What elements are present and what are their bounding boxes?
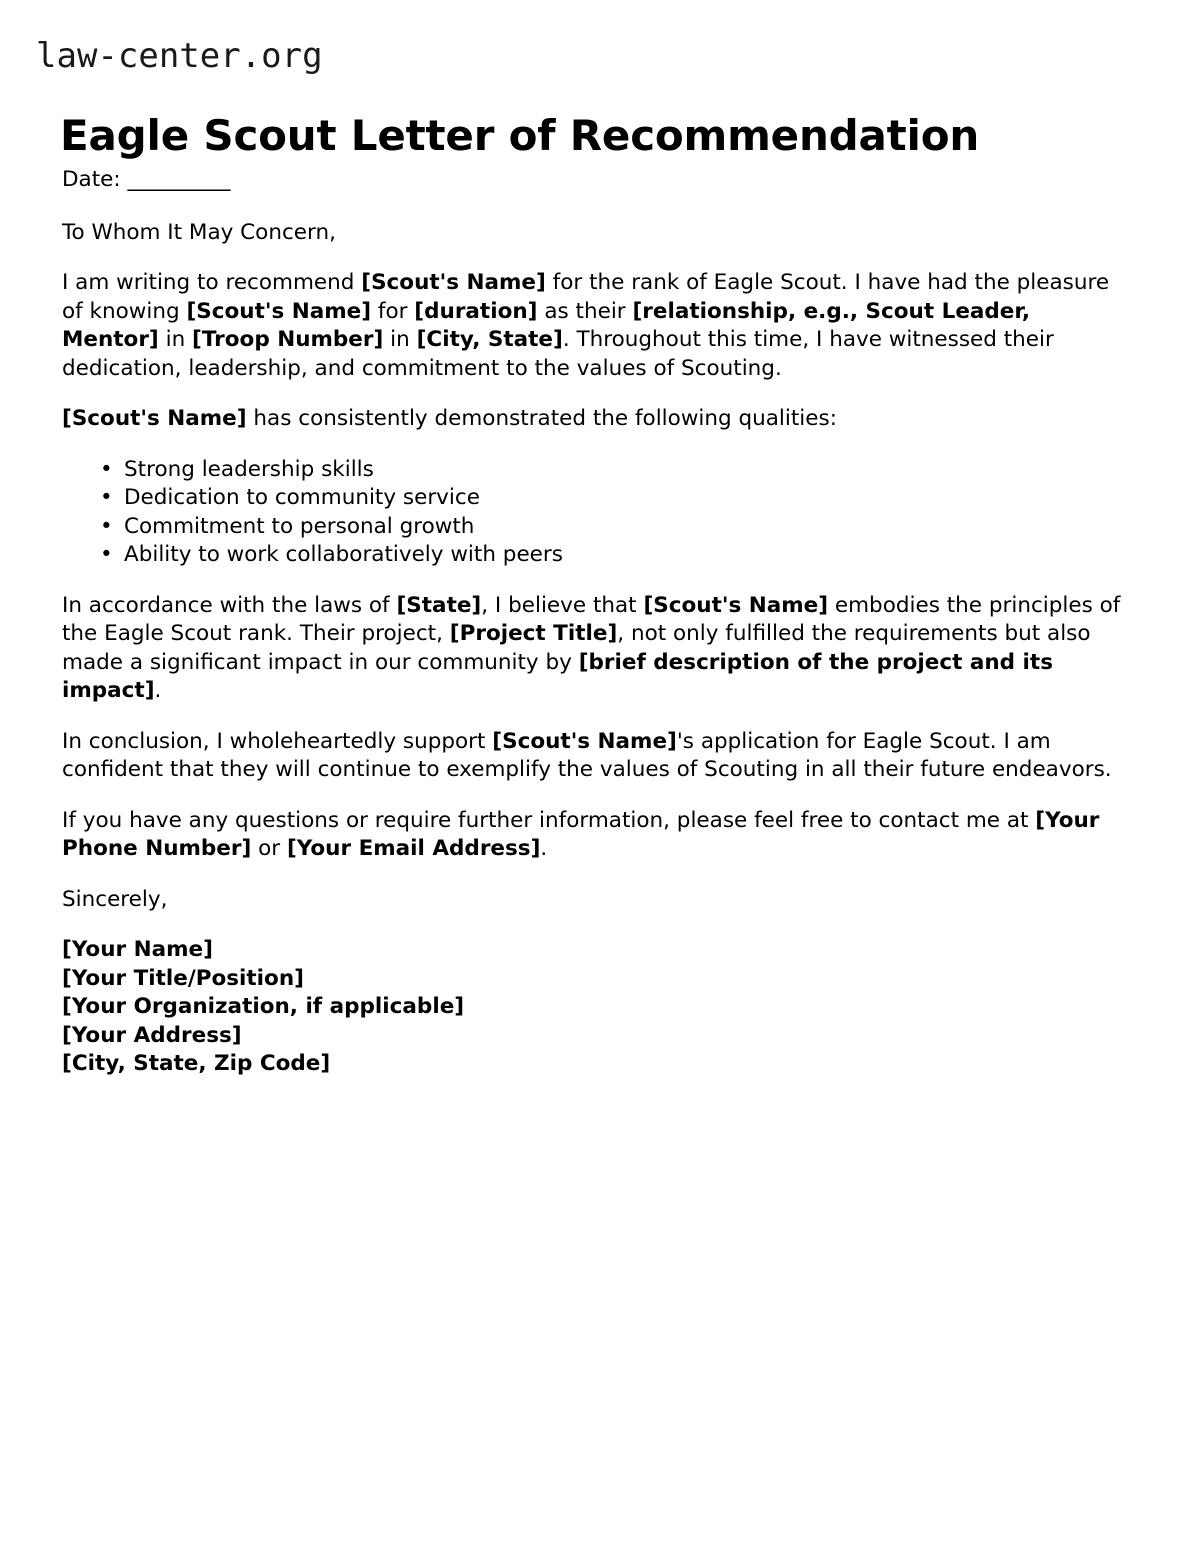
text-run: If you have any questions or require further information, please feel free to contact me at — [62, 807, 1036, 833]
bullet-icon: • — [100, 456, 113, 482]
text-run: or — [251, 836, 287, 861]
list-item-label: Dedication to community service — [124, 485, 480, 510]
list-item-label: Commitment to personal growth — [124, 513, 475, 539]
text-run: In conclusion, I wholeheartedly support — [62, 728, 493, 754]
placeholder-token: [Your Phone Number] — [62, 807, 1100, 861]
date-label: Date: — [62, 167, 121, 192]
signature-block — [62, 936, 1122, 1079]
text-run: . — [540, 836, 548, 861]
text-run: in — [158, 327, 193, 352]
signature-line: [Your Title/Position] — [62, 965, 304, 991]
placeholder-token: [Scout's Name] — [643, 592, 829, 618]
text-run: embodies the principles of the Eagle Scout rank. Their project, — [62, 592, 1121, 646]
date-field-line — [62, 166, 1122, 195]
signature-line: [Your Organization, if applicable] — [62, 994, 465, 1019]
list-item — [62, 484, 1122, 513]
text-run: I am writing to recommend — [62, 270, 362, 295]
letter-body — [62, 166, 1122, 1079]
list-item-label: Ability to work collaboratively with peers — [124, 542, 563, 567]
placeholder-token: [Troop Number] — [192, 327, 384, 352]
signature-line: [City, State, Zip Code] — [62, 1051, 331, 1076]
placeholder-token: [Your Email Address] — [286, 836, 541, 861]
paragraph-conclusion — [62, 728, 1122, 785]
text-run: in — [383, 327, 417, 352]
closing-salutation: Sincerely, — [62, 886, 168, 912]
salutation: To Whom It May Concern, — [62, 219, 336, 245]
paragraph-laws — [62, 592, 1122, 706]
placeholder-token: [Scout's Name] — [492, 728, 677, 754]
text-run: In accordance with the laws of — [62, 592, 397, 618]
text-run: . Throughout this time, I have witnessed their dedication, leadership, and commitment to the values of Scouting. — [62, 327, 1054, 381]
signature-line: [Your Name] — [62, 937, 213, 962]
placeholder-token: [Scout's Name] — [62, 406, 247, 431]
placeholder-token: [Scout's Name] — [186, 298, 372, 324]
signature-line: [Your Address] — [62, 1022, 242, 1048]
placeholder-token: [City, State] — [416, 327, 563, 352]
text-run: , I believe that — [481, 592, 644, 618]
list-item — [62, 541, 1122, 570]
placeholder-token: [Project Title] — [449, 621, 618, 646]
placeholder-token: [relationship, e.g., Scout Leader, Mentor] — [62, 298, 1030, 352]
paragraph-qualities-lead — [62, 405, 1122, 434]
list-item — [62, 513, 1122, 542]
bullet-icon: • — [100, 542, 113, 567]
site-brand-label: law-center.org — [36, 36, 323, 76]
list-item — [62, 456, 1122, 485]
text-run: , not only fulfilled the requirements but also made a significant impact in our community by — [62, 621, 1091, 675]
qualities-list — [62, 456, 1122, 570]
text-run: for the rank of Eagle Scout. I have had the pleasure of knowing — [62, 270, 1110, 324]
page-title: Eagle Scout Letter of Recommendation — [60, 111, 980, 161]
placeholder-token: [Scout's Name] — [361, 270, 546, 295]
placeholder-token: [State] — [396, 592, 482, 618]
placeholder-token: [duration] — [414, 298, 538, 324]
bullet-icon: • — [100, 485, 113, 510]
text-run: as their — [537, 298, 633, 324]
text-run: for — [371, 298, 415, 324]
text-run: 's application for Eagle Scout. I am confident that they will continue to exemplify the values of Scouting in all their future endeavors. — [62, 728, 1112, 782]
bullet-icon: • — [100, 513, 113, 539]
paragraph-contact — [62, 807, 1122, 864]
paragraph-intro — [62, 269, 1122, 383]
text-run: . — [154, 678, 162, 703]
text-run: has consistently demonstrated the following qualities: — [246, 406, 837, 431]
date-blank-rule: __________ — [127, 167, 230, 192]
list-item-label: Strong leadership skills — [124, 456, 374, 482]
placeholder-token: [brief description of the project and its impact] — [62, 649, 1053, 703]
